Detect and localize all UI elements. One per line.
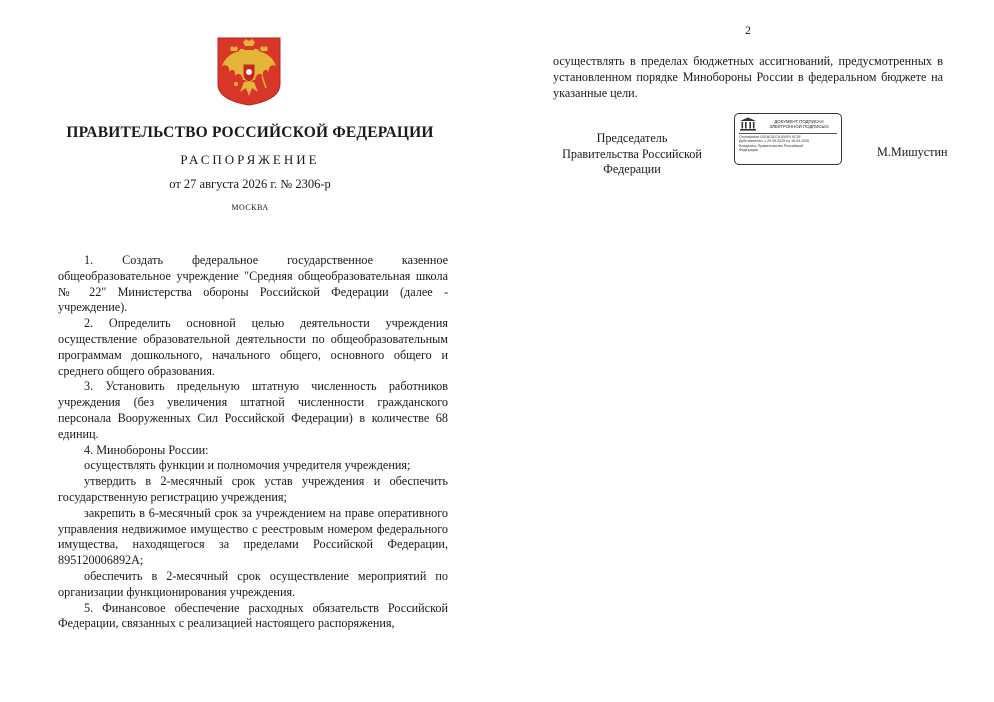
page-number: 2 xyxy=(745,23,751,37)
continuation-text xyxy=(553,53,943,101)
signer-name: М.Мишустин xyxy=(877,145,948,159)
paragraph: обеспечить в 2-месячный срок осуществление мероприятий по организации функционирования учреждения. xyxy=(58,568,448,599)
stamp-certificate: Сертификат 02E8C5D7A1B0F4 9C3E xyxy=(739,134,801,139)
stamp-owner: Владелец: Правительство Российской xyxy=(739,143,804,148)
paragraph: осуществлять в пределах бюджетных ассигнований, предусмотренных в установленном порядке Минобороны России в федеральном бюджете на указанные цели. xyxy=(553,54,943,100)
paragraph: 2. Определить основной целью деятельности учреждения осуществление образовательной деятельности по общеобразовательным программам дошкольного, начального общего, основного общего и среднего общего образования. xyxy=(58,316,448,378)
paragraph: осуществлять функции и полномочия учредителя учреждения; xyxy=(84,458,411,473)
paragraph: 3. Установить предельную штатную численность работников учреждения (без увеличения штатной численности гражданского персонала Вооруженных Сил Российской Федерации) в количестве 68 единиц. xyxy=(58,379,448,441)
electronic-signature-stamp xyxy=(734,113,842,165)
government-title: ПРАВИТЕЛЬСТВО РОССИЙСКОЙ ФЕДЕРАЦИИ xyxy=(66,124,434,141)
signer-role: Председатель Правительства Российской Федерации xyxy=(562,131,702,176)
document-page-2 xyxy=(497,0,994,702)
document-city: МОСКВА xyxy=(231,203,269,212)
paragraph: 1. Создать федеральное государственное казенное общеобразовательное учреждение "Средняя общеобразовательная школа № 22" Министерства обороны Российской Федерации (далее - учреждение). xyxy=(58,253,448,315)
stamp-validity: Действителен: с 20.09.2025 по 16.09.2026 xyxy=(739,139,810,144)
document-body xyxy=(58,253,448,632)
coat-of-arms-icon xyxy=(216,36,282,106)
stamp-title: ДОКУМЕНТ ПОДПИСАН ЭЛЕКТРОННОЙ ПОДПИСЬЮ xyxy=(769,119,829,129)
document-date-number: от 27 августа 2026 г. № 2306-р xyxy=(169,177,331,191)
paragraph: 5. Финансовое обеспечение расходных обязательств Российской Федерации, связанных с реализацией настоящего распоряжения, xyxy=(58,600,448,631)
document-type: РАСПОРЯЖЕНИЕ xyxy=(180,152,320,167)
government-building-icon xyxy=(739,117,757,131)
paragraph: закрепить в 6-месячный срок за учреждением на праве оперативного управления недвижимое имущество с реестровым номером федерального имущества, находящегося за пределами Российской Федерации, 895120006892А; xyxy=(58,505,448,568)
paragraph: утвердить в 2-месячный срок устав учреждения и обеспечить государственную регистрацию учреждения; xyxy=(58,474,448,504)
stamp-owner-cont: Федерации xyxy=(739,148,758,153)
paragraph: 4. Минобороны России: xyxy=(84,442,209,457)
